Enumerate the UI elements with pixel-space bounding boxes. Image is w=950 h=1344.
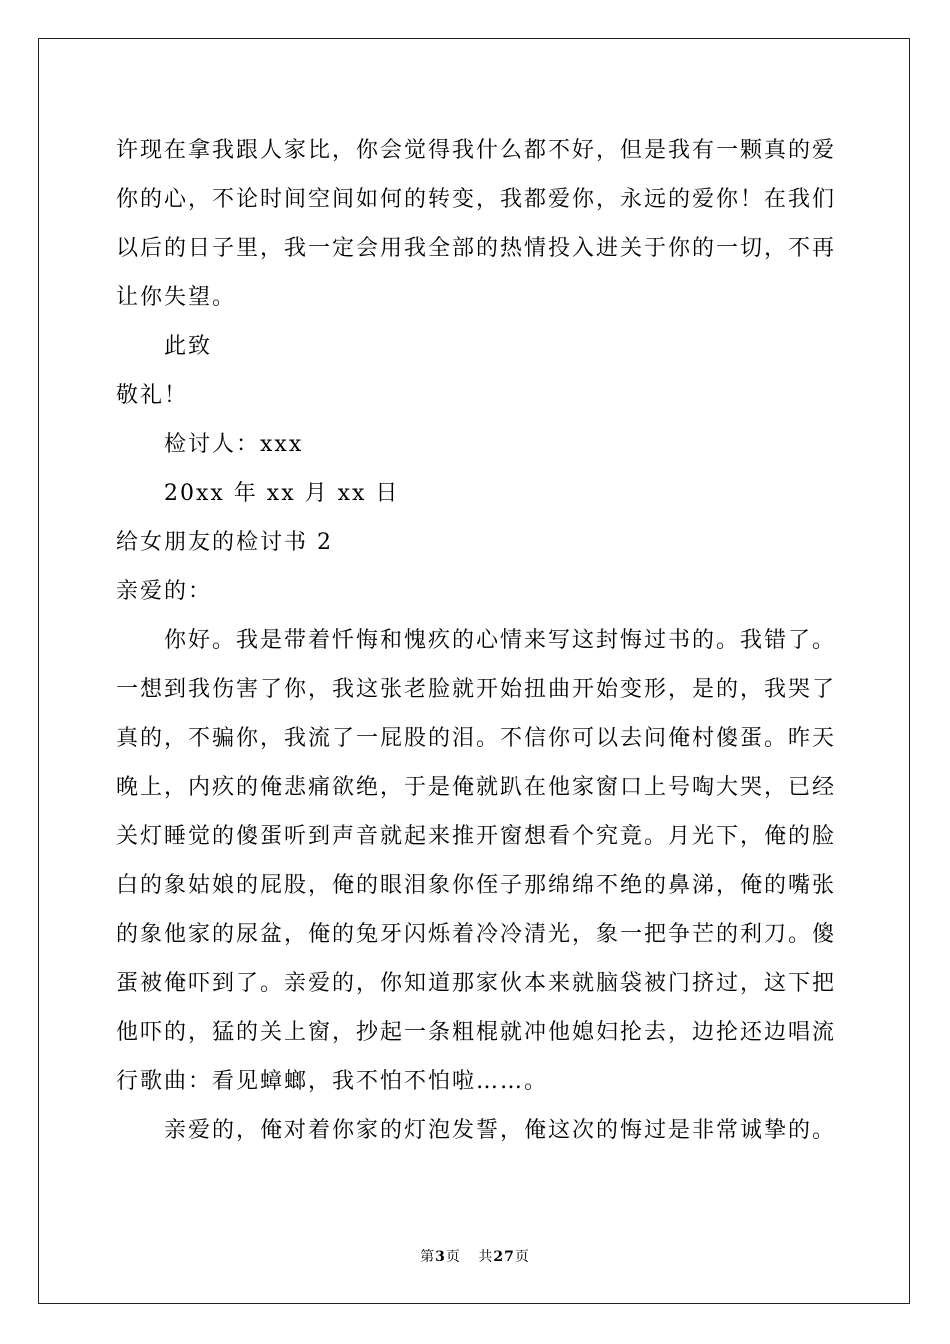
page-prefix: 第 [420,1249,436,1265]
closing-respect: 敬礼！ [116,383,189,408]
total-pages: 27 [493,1249,515,1265]
document-body [116,126,836,1155]
signature-line: 检讨人：xxx [164,432,304,457]
total-suffix: 页 [514,1249,530,1265]
page-indicator [420,1249,461,1265]
section-title: 给女朋友的检讨书 2 [116,530,333,555]
total-indicator [478,1249,529,1265]
closing-salutation: 此致 [164,334,213,359]
date-line: 20xx 年 xx 月 xx 日 [164,481,400,506]
paragraph-1: 许现在拿我跟人家比，你会觉得我什么都不好，但是我有一颗真的爱你的心，不论时间空间如何的转变，我都爱你，永远的爱你！在我们以后的日子里，我一定会用我全部的热情投入进关于你的一切，不再让你失望。 [116,138,837,310]
page-number: 3 [435,1249,446,1265]
page-suffix: 页 [445,1249,461,1265]
page-footer [0,1246,950,1266]
paragraph-body: 你好。我是带着忏悔和愧疚的心情来写这封悔过书的。我错了。一想到我伤害了你，我这张老脸就开始扭曲开始变形，是的，我哭了真的，不骗你，我流了一屁股的泪。不信你可以去问俺村傻蛋。昨天晚上，内疚的俺悲痛欲绝，于是俺就趴在他家窗口上号啕大哭，已经关灯睡觉的傻蛋听到声音就起来推开窗想看个究竟。月光下，俺的脸白的象姑娘的屁股，俺的眼泪象你侄子那绵绵不绝的鼻涕，俺的嘴张的象他家的尿盆，俺的兔牙闪烁着冷冷清光，象一把争芒的利刀。傻蛋被俺吓到了。亲爱的，你知道那家伙本来就脑袋被门挤过，这下把他吓的，猛的关上窗，抄起一条粗棍就冲他媳妇抡去，边抡还边唱流行歌曲：看见蟑螂，我不怕不怕啦……。 [116,628,837,1094]
paragraph-oath: 亲爱的，俺对着你家的灯泡发誓，俺这次的悔过是非常诚挚的。 [164,1118,837,1143]
greeting: 亲爱的： [116,579,213,604]
total-prefix: 共 [478,1249,494,1265]
